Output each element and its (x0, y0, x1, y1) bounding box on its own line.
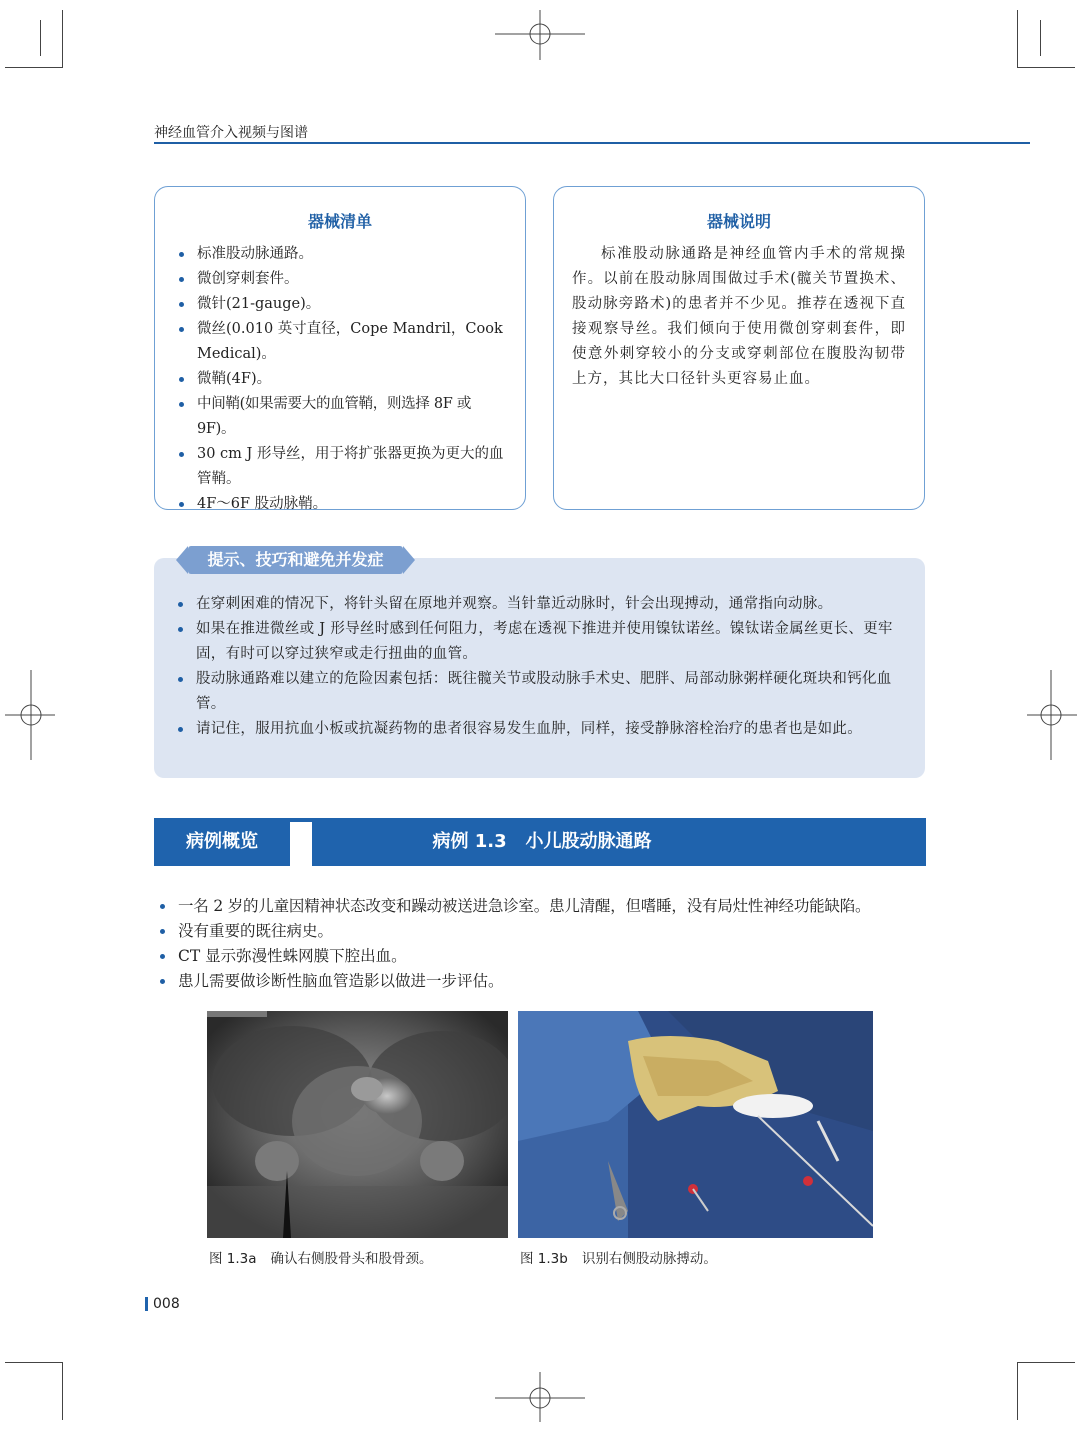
list-item: 请记住，服用抗血小板或抗凝药物的患者很容易发生血肿，同样，接受静脉溶栓治疗的患者也是如此。 (176, 717, 908, 742)
crop-mark (5, 1362, 63, 1363)
crop-mark (1040, 20, 1041, 56)
equipment-description-text: 标准股动脉通路是神经血管内手术的常规操作。以前在股动脉周围做过手术(髋关节置换术、股动脉旁路术)的患者并不少见。推荐在透视下直接观察导丝。我们倾向于使用微创穿刺套件，即使意外刺穿较小的分支或穿刺部位在腹股沟韧带上方，其比大口径针头更容易止血。 (572, 246, 906, 387)
case-summary (158, 894, 928, 994)
banner-divider (290, 822, 312, 866)
figure-1-3b-image (518, 1011, 873, 1238)
figure-1-3a-image (207, 1011, 508, 1238)
crop-mark (1017, 1362, 1018, 1420)
case-banner (154, 818, 926, 866)
figure-caption-text: 确认右侧股骨头和股骨颈。 (270, 1251, 433, 1267)
crop-mark (62, 1362, 63, 1420)
running-header: 神经血管介入视频与图谱 (154, 125, 308, 141)
list-item: 微丝(0.010 英寸直径，Cope Mandril，Cook Medical)。 (177, 317, 513, 367)
list-item: 一名 2 岁的儿童因精神状态改变和躁动被送进急诊室。患儿清醒，但嗜睡，没有局灶性神经功能缺陷。 (158, 894, 928, 919)
list-item: 30 cm J 形导丝，用于将扩张器更换为更大的血管鞘。 (177, 442, 513, 492)
list-item: 中间鞘(如果需要大的血管鞘，则选择 8F 或 9F)。 (177, 392, 513, 442)
header-rule (154, 142, 1030, 144)
equipment-description-box (553, 186, 925, 510)
registration-mark-left (5, 670, 55, 760)
crop-mark (1017, 1362, 1075, 1363)
list-item: 4F～6F 股动脉鞘。 (177, 492, 513, 517)
registration-mark-right (1027, 670, 1077, 760)
figure-1-3b-caption (520, 1247, 717, 1267)
figure-caption-text: 识别右侧股动脉搏动。 (581, 1251, 717, 1267)
list-item: 患儿需要做诊断性脑血管造影以做进一步评估。 (158, 969, 928, 994)
equipment-list (155, 242, 525, 517)
tips-list (176, 592, 908, 742)
crop-mark (5, 67, 63, 68)
registration-mark-top (495, 10, 585, 60)
equipment-list-box (154, 186, 526, 510)
tips-title: 提示、技巧和避免并发症 (188, 546, 403, 574)
figure-number: 图 1.3a (209, 1251, 257, 1267)
list-item: 没有重要的既往病史。 (158, 919, 928, 944)
case-title: 病例 1.3 小儿股动脉通路 (432, 831, 652, 852)
page-number: 008 (145, 1297, 180, 1311)
case-list (158, 894, 928, 994)
crop-mark (40, 20, 41, 56)
equipment-list-title: 器械清单 (307, 212, 372, 231)
list-item: 在穿刺困难的情况下，将针头留在原地并观察。当针靠近动脉时，针会出现搏动，通常指向动脉。 (176, 592, 908, 617)
figure-1-3a-caption (209, 1247, 433, 1267)
list-item: 标准股动脉通路。 (177, 242, 513, 267)
equipment-description-title: 器械说明 (706, 212, 771, 231)
tips-box (154, 550, 925, 778)
crop-mark (1017, 10, 1018, 68)
case-section-label: 病例概览 (186, 831, 258, 852)
list-item: 如果在推进微丝或 J 形导丝时感到任何阻力，考虑在透视下推进并使用镍钛诺丝。镍钛诺金属丝更长、更牢固，有时可以穿过狭窄或走行扭曲的血管。 (176, 617, 908, 667)
crop-mark (62, 10, 63, 68)
list-item: 微针(21-gauge)。 (177, 292, 513, 317)
list-item: 微鞘(4F)。 (177, 367, 513, 392)
crop-mark (1017, 67, 1075, 68)
figure-number: 图 1.3b (520, 1251, 568, 1267)
list-item: 微创穿刺套件。 (177, 267, 513, 292)
registration-mark-bottom (495, 1372, 585, 1422)
list-item: 股动脉通路难以建立的危险因素包括：既往髋关节或股动脉手术史、肥胖、局部动脉粥样硬化斑块和钙化血管。 (176, 667, 908, 717)
list-item: CT 显示弥漫性蛛网膜下腔出血。 (158, 944, 928, 969)
